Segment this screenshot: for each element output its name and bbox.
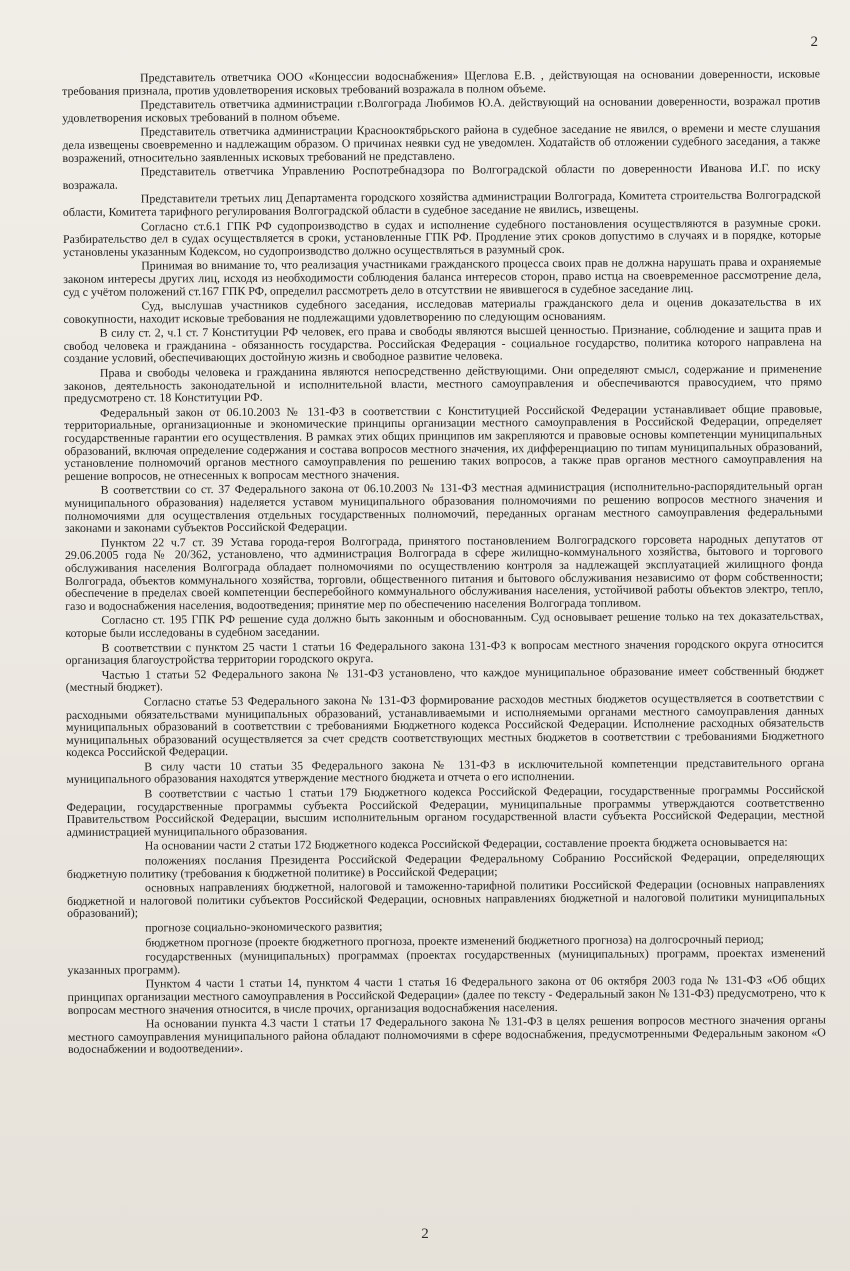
- paragraph: В соответствии с пунктом 25 части 1 статьи 16 Федерального закона 131-ФЗ к вопросам местного значения городского округа относится организация благоустройства территории городского округа.: [65, 635, 824, 668]
- paragraph: Пунктом 22 ч.7 ст. 39 Устава города-героя Волгограда, принятого постановлением Волгоградского горсовета народных депутатов от 29.06.2005 года № 20/362, установлено, что администрация Волгограда в сфере жилищно-коммунального хозяйства, бытового и торгового обслуживания населения Волгограда обладает полномочиями по осуществлению контроля за надлежащей эксплуатацией жилищного фонда Волгограда, объектов коммунального хозяйства, торговли, общественного питания и бытового обслуживания независимо от форм собственности; обеспечение в пределах своей компетенции бесперебойного коммунального обслуживания населения, устойчивой работы объектов электро, тепло, газо и водоснабжения населения, водоотведения; принятие мер по обеспечению населения Волгограда топливом.: [64, 531, 824, 613]
- paragraph: Принимая во внимание то, что реализация участниками гражданского процесса своих прав не должна нарушать права и охраняемые законом интересы других лиц, исходя из необходимости соблюдения баланса интересов сторон, право истца на своевременное рассмотрение дела, суд с учётом положений ст.167 ГПК РФ, определил рассмотреть дело в отсутствии не явившегося в судебное заседание лиц.: [63, 254, 822, 299]
- page-number-bottom: 2: [421, 1226, 429, 1242]
- paragraph: На основании пункта 4.3 части 1 статьи 17 Федерального закона № 131-ФЗ в целях решения вопросов местного значения органы местного самоуправления муниципального района обладают полномочиями в сфере водоснабжения, предусмотренными Федеральным законом «О водоснабжении и водоотведении».: [67, 1012, 826, 1057]
- paragraph: В соответствии с частью 1 статьи 179 Бюджетного кодекса Российской Федерации, государственные программы Российской Федерации, государственные программы субъекта Российской Федерации, муниципальные программы утверждаются соответственно Правительством Российской Федерации, высшим исполнительным органом государственной власти субъекта Российской Федерации, местной администрацией муниципального образования.: [66, 782, 825, 839]
- list-item: положениях послания Президента Российской Федерации Федеральному Собранию Российской Федерации, определяющих бюджетную политику (требования к бюджетной политике) в Российской Федерации;: [66, 849, 825, 881]
- paragraph: Представитель ответчика администрации г.Волгограда Любимов Ю.А. действующий на основании доверенности, возражал против удовлетворения исковых требований в полном объеме.: [62, 93, 821, 125]
- list-item: прогнозе социально-экономического развития;: [145, 919, 383, 935]
- paragraph: Пунктом 4 части 1 статьи 14, пунктом 4 части 1 статья 16 Федерального закона от 06 октября 2003 года № 131-ФЗ «Об общих принципах организации местного самоуправления в Российской Федерации» (далее по тексту - Федеральный закон № 131-ФЗ) предусмотрено, что к вопросам местного значения относится, в числе прочих, организация водоснабжения населения.: [67, 972, 826, 1017]
- list-item: государственных (муниципальных) программах (проектах государственных (муниципальных) программ, проектах изменений указанных программ).: [67, 945, 826, 977]
- paragraph: В силу ст. 2, ч.1 ст. 7 Конституции РФ человек, его права и свободы являются высшей ценностью. Признание, соблюдение и защита прав и свобод человека и гражданина - обязанность государства. Российская Федерация - социальное государство, политика которого направлена на создание условий, обеспечивающих достойную жизнь и свободное развитие человека.: [63, 321, 822, 366]
- paragraph: Представители третьих лиц Департамента городского хозяйства администрации Волгограда, Комитета строительства Волгоградской области, Комитета тарифного регулирования Волгоградской области в судебное заседание не явились, извещены.: [62, 187, 821, 219]
- paragraph: Суд, выслушав участников судебного заседания, исследовав материалы гражданского дела и оценив доказательства в их совокупности, находит исковые требования не подлежащими удовлетворению по следующим основаниям.: [63, 294, 822, 326]
- page-number-top: 2: [810, 34, 818, 50]
- paragraph: В соответствии со ст. 37 Федерального закона от 06.10.2003 № 131-ФЗ местная администрация (исполнительно-распорядительный орган муниципального образования) наделяется уставом муниципального образования полномочиями по решению вопросов местного значения и полномочиями для осуществления отдельных государственных полномочий, переданных органам местного самоуправления федеральными законами и законами субъектов Российской Федерации.: [64, 478, 823, 536]
- paragraph: В силу части 10 статьи 35 Федерального закона № 131-ФЗ в исключительной компетенции представительного органа муниципального образования находятся утверждение местного бюджета и отчета о его исполнении.: [66, 755, 825, 787]
- paragraph: Представитель ответчика администрации Краснооктябрьского района в судебное заседание не явился, о времени и месте слушания дела извещены своевременно и надлежащим образом. О причинах неявки суд не уведомлен. Ходатайств об отложении судебного заседания, а также возражений, относительно заявленных исковых требований не представлено.: [62, 120, 821, 165]
- paragraph: На основании части 2 статьи 172 Бюджетного кодекса Российской Федерации, составление проекта бюджета основывается на:: [144, 835, 788, 853]
- paragraph: Федеральный закон от 06.10.2003 № 131-ФЗ в соответствии с Конституцией Российской Федерации устанавливает общие правовые, территориальные, организационные и экономические принципы организации местного самоуправления в Российской Федерации, определяет государственные гарантии его осуществления. В рамках этих общих принципов им закрепляются и правовые основы компетенции муниципальных образований, включая определение содержания и состава вопросов местного значения, их дифференциацию по типам муниципальных образований, установление полномочий органов местного самоуправления по решению таких вопросов, а также прав органов местного самоуправления на решение вопросов, не отнесенных к вопросам местного значения.: [64, 401, 823, 483]
- paragraph: Представитель ответчика ООО «Концессии водоснабжения» Щеглова Е.В. , действующая на основании доверенности, исковые требования признала, против удовлетворения исковых требований возражала в полном объеме.: [62, 66, 821, 98]
- paragraph: Частью 1 статьи 52 Федерального закона № 131-ФЗ установлено, что каждое муниципальное образование имеет собственный бюджет (местный бюджет).: [65, 663, 824, 695]
- paragraph: Согласно ст. 195 ГПК РФ решение суда должно быть законным и обоснованным. Суд основывает решение только на тех доказательствах, которые были исследованы в судебном заседании.: [65, 608, 824, 640]
- paragraph: Согласно статье 53 Федерального закона № 131-ФЗ формирование расходов местных бюджетов осуществляется в соответствии с расходными обязательствами муниципальных образований, устанавливаемыми и исполняемыми органами местного самоуправления данных муниципальных образований в соответствии с требованиями Бюджетного кодекса Российской Федерации. Исполнение расходных обязательств муниципальных образований осуществляется за счет средств соответствующих местных бюджетов в соответствии с требованиями Бюджетного кодекса Российской Федерации.: [65, 690, 825, 760]
- list-item: бюджетном прогнозе (проекте бюджетного прогноза, проекте изменений бюджетного прогноза) на долгосрочный период;: [145, 931, 764, 950]
- paragraph: Согласно ст.6.1 ГПК РФ судопроизводство в судах и исполнение судебного постановления осуществляются в разумные сроки. Разбирательство дел в судах осуществляется в сроки, установленные ГПК РФ. Продление этих сроков допустимо в случаях и в порядке, которые установлены указанным Кодексом, но судопроизводство должно осуществляться в разумный срок.: [62, 214, 822, 259]
- paragraph: Представитель ответчика Управлению Роспотребнадзора по Волгоградской области по доверенности Иванова И.Г. по иску возражала.: [62, 160, 821, 192]
- document-body: [62, 67, 826, 1058]
- list-item: основных направлениях бюджетной, налоговой и таможенно-тарифной политики Российской Федерации (основных направлениях бюджетной и налоговой политики субъектов Российской Федерации, основных направлениях бюджетной и налоговой политики муниципальных образований);: [67, 876, 826, 921]
- paragraph: Права и свободы человека и гражданина являются непосредственно действующими. Они определяют смысл, содержание и применение законов, деятельность законодательной и исполнительной власти, местного самоуправления и обеспечиваются правосудием, что прямо предусмотрено ст. 18 Конституции РФ.: [63, 361, 822, 406]
